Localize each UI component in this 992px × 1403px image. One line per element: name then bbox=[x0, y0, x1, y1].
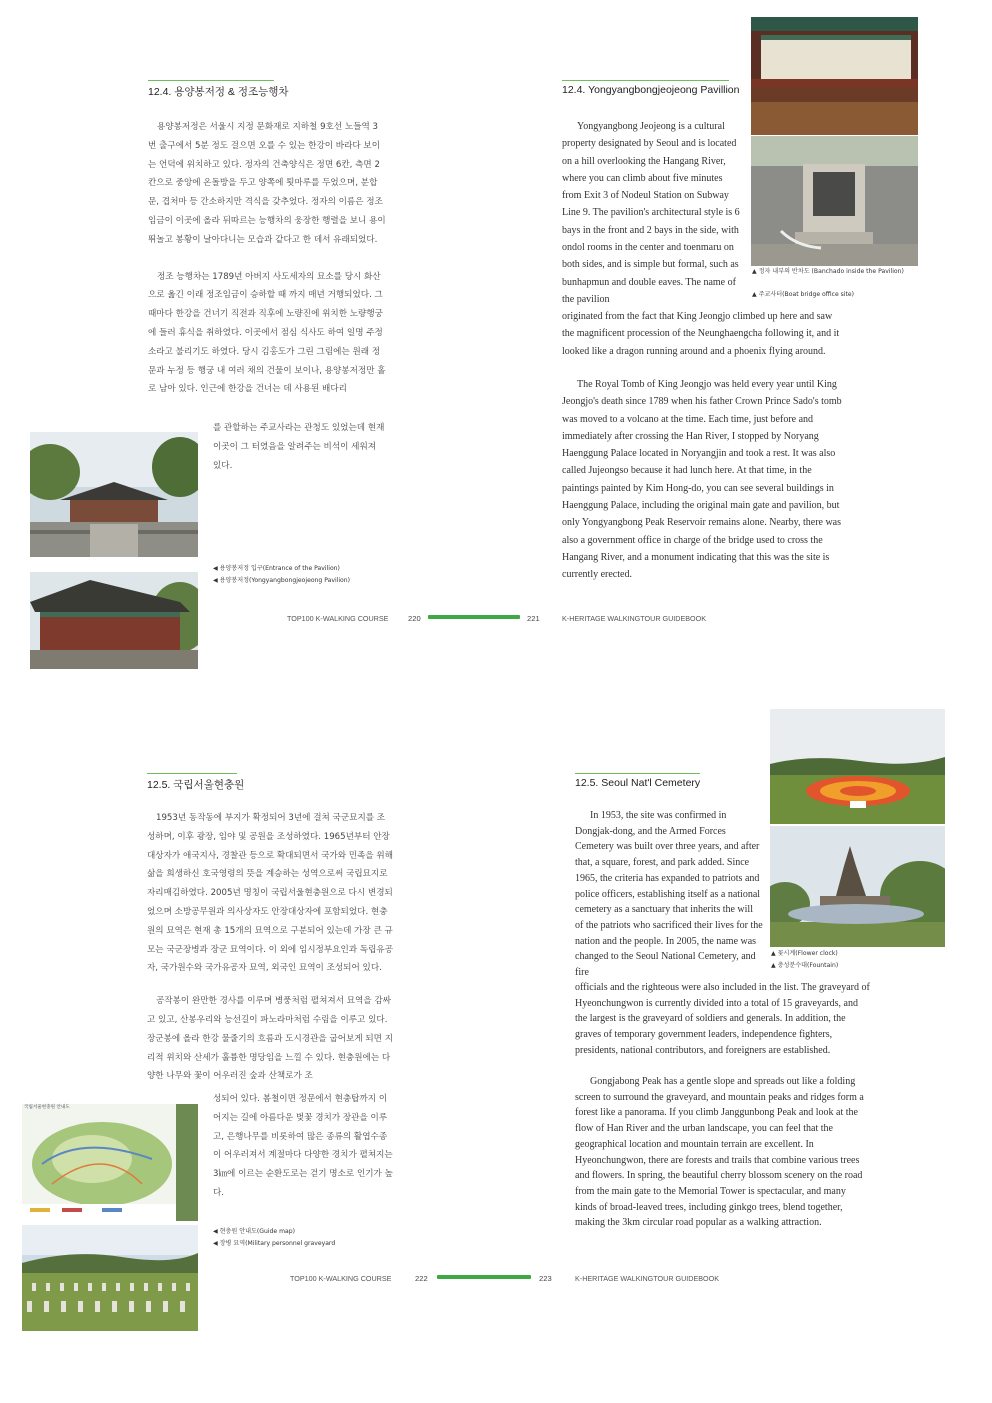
pavilion-entrance-photo bbox=[30, 432, 198, 557]
title-rule bbox=[147, 773, 237, 774]
body-ko-12-5 bbox=[147, 809, 393, 1086]
paragraph-continued: 성되어 있다. 봄철이면 정문에서 현충탑까지 이어지는 길에 아름다운 벚꽃 경치가 장관을 이루고, 은행나무를 비롯하여 많은 종류의 활엽수종이 어우러져서 계절마다 다양한 경치가 펼쳐지는 3㎞에 이르는 순환도로는 걷기 명소로 인기가 높다. bbox=[213, 1094, 393, 1198]
page-bar bbox=[428, 615, 520, 619]
paragraph: 용양봉저정은 서울시 지정 문화재로 지하철 9호선 노들역 3번 출구에서 5분 정도 걸으면 오를 수 있는 한강이 바라다 보이는 언덕에 위치하고 있다. 정자의 건축양식은 정면 6칸, 측면 2칸으로 중앙에 온돌방을 두고 양쪽에 툇마루를 두었으며, 분합문, 겹처마 등 간소하지만 격식을 갖추었다. 정자의 이름은 정조임금이 이곳에 올라 뒤따르는 능행차의 웅장한 행렬을 보니 용이 뛰놀고 봉황이 날아다니는 모습과 같다고 한 데서 유래되었다. bbox=[148, 122, 386, 245]
body-ko-12-4 bbox=[148, 118, 386, 399]
section-title-ko-12-5: 12.5. 국립서울현충원 bbox=[147, 779, 245, 791]
page-number: 221 bbox=[527, 614, 540, 623]
photo-caption: ◀ 용양봉저정(Yongyangbongjeojeong Pavilion) bbox=[213, 577, 350, 584]
paragraph: Gongjabong Peak has a gentle slope and spreads out like a folding screen to surround the graveyard, and mountain peaks and ridges form a forest like a panorama. If you climb Janggunbong Peak and look at the flow of Han River and the urban landscape, you can feel that the geographical location and mountain terrain are excellent. In Hyeonchungwon, there are forests and trails that combine various trees and flowers. In spring, the beautiful cherry blossom scenery on the road from the main gate to the Memorial Tower is spectacular, and many kinds of broad-leaved trees, including ginkgo trees, blend together, making the 3km circular road popular as a walking attraction. bbox=[575, 1076, 864, 1229]
footer-book-title: K-HERITAGE WALKINGTOUR GUIDEBOOK bbox=[575, 1274, 720, 1283]
paragraph: Yongyangbong Jeojeong is a cultural property designated by Seoul and is located on a hill overlooking the Hangang River, where you can climb about five minutes from Exit 3 of Nodeul Station on Subway Line 9. The pavilion's architectural style is 6 bays in the front and 2 bays in the side, with ondol rooms in the center and toenmaru on both sides, and is simple but formal, such as bunhapmun and double eaves. The name of the pavilion bbox=[562, 121, 740, 305]
page-number: 222 bbox=[415, 1274, 428, 1283]
section-title-ko-12-4: 12.4. 용양봉저정 & 정조능행차 bbox=[148, 86, 289, 98]
flower-clock-photo bbox=[770, 709, 945, 824]
paragraph: The Royal Tomb of King Jeongjo was held every year until King Jeongjo's death since 1789 when his father Crown Prince Sado's tomb was moved to a volcano at the time. Each time, just before and immediately after crossing the Han River, I stopped by Noryang Haenggung Palace located in Noryangjin and took a rest. It was also called Jujeongso because it had lunch here. At that time, in the paintings painted by Kim Hong-do, you can see several buildings in Haenggung Palace, including the original main gate and pavilion, but only Yongyangbong Peak Reservoir remains alone. Nearby, there was also a government office in charge of the bridge used to cross the Hangang River, and a monument indicating that this was the site is currently erected. bbox=[562, 379, 842, 581]
footer-series-title: TOP100 K-WALKING COURSE bbox=[290, 1274, 392, 1283]
title-rule bbox=[562, 80, 729, 81]
page-number: 223 bbox=[539, 1274, 552, 1283]
paragraph: In 1953, the site was confirmed in Dongjak-dong, and the Armed Forces Cemetery was built over three years, and after that, a square, forest, and park added. Since 1965, the criteria has expanded to patriots and police officers, establishing itself as a national cemetery as a sanctuary that inherits the will of the patriots who sacrificed their lives for the nation and the people. In 2005, the name was changed to the Seoul National Cemetery, and fire bbox=[575, 810, 763, 979]
map-caption: 국립서울현충원 안내도 bbox=[24, 1105, 70, 1110]
banchado-photo bbox=[751, 17, 918, 135]
military-graveyard-photo bbox=[22, 1225, 198, 1331]
footer-series-title: TOP100 K-WALKING COURSE bbox=[287, 614, 389, 623]
title-rule bbox=[148, 80, 274, 81]
title-rule bbox=[575, 773, 700, 774]
boat-bridge-site-photo bbox=[751, 136, 918, 266]
photo-caption: ▲ 꽃시계(Flower clock) bbox=[771, 950, 838, 957]
section-title-en-12-5: 12.5. Seoul Nat'l Cemetery bbox=[575, 777, 701, 789]
paragraph: 1953년 동작동에 부지가 확정되어 3년에 걸쳐 국군묘지를 조성하며, 이후 광장, 임야 및 공원을 조성하였다. 1965년부터 안장 대상자가 애국지사, 경찰관 등으로 확대되면서 국가와 민족을 위해 삶을 희생하신 호국영령의 뜻을 계승하는 성역으로써 국립묘지로 자리매김하였다. 2005년 명칭이 국립서울현충원으로 다시 변경되었으며 소방공무원과 의사상자도 안장대상자에 포함되었다. 현충원의 묘역은 현재 총 15개의 묘역으로 구분되어 있는데 가장 큰 규모는 국군장병과 장군 묘역이다. 이 외에 임시정부요인과 독립유공자, 국가원수와 국가유공자 묘역, 외국인 묘역이 조성되어 있다. bbox=[147, 813, 393, 974]
photo-caption: ▲ 정자 내부의 반차도 (Banchado inside the Pavilion) bbox=[752, 268, 904, 275]
pavilion-photo bbox=[30, 572, 198, 669]
paragraph-continued: 를 관할하는 주교사라는 관청도 있었는데 현재 이곳이 그 터였음을 알려주는 비석이 세워져 있다. bbox=[213, 423, 385, 471]
photo-caption: ◀ 장병 묘역(Military personnel graveyard bbox=[213, 1240, 336, 1247]
paragraph: 공작봉이 완만한 경사를 이루며 병풍처럼 펼쳐져서 묘역을 감싸고 있고, 산봉우리와 능선길이 파노라마처럼 수림을 이루고 있다. 장군봉에 올라 한강 물줄기의 흐름과 도시경관을 굽어보게 되면 지리적 위치와 산세가 훌륭한 명당임을 느낄 수 있다. 현충원에는 다양한 나무와 꽃이 어우러진 숲과 산책로가 조 bbox=[147, 996, 393, 1082]
page-number: 220 bbox=[408, 614, 421, 623]
footer-book-title: K-HERITAGE WALKINGTOUR GUIDEBOOK bbox=[562, 614, 707, 623]
paragraph: 정조 능행차는 1789년 아버지 사도세자의 묘소를 당시 화산으로 옮긴 이래 정조임금이 승하할 때 까지 매년 거행되었다. 그 때마다 한강을 건너기 직전과 직후에 노량진에 위치한 노량행궁에 들러 휴식을 취하였다. 이곳에서 점심 식사도 하여 일명 주정소라고 불리기도 하였다. 당시 김홍도가 그린 그림에는 원래 정문과 누정 등 행궁 내 여러 채의 건물이 보이나, 용양봉저정만 홀로 남아 있다. 인근에 한강을 건너는 데 사용된 배다리 bbox=[148, 271, 386, 395]
photo-caption: ◀ 현충원 안내도(Guide map) bbox=[213, 1228, 296, 1235]
guide-map-photo bbox=[22, 1104, 198, 1221]
paragraph-continued: officials and the righteous were also included in the list. The graveyard of Hyeonchungwon is currently divided into a total of 15 graveyards, and the largest is the graveyard of soldiers and generals. In addition, the graves of temporary government leaders, independence fighters, presidents, national contributors, and foreigners are established. bbox=[575, 982, 870, 1056]
page-bar bbox=[437, 1275, 531, 1279]
photo-caption: ▲ 충성분수대(Fountain) bbox=[771, 962, 839, 969]
fountain-photo bbox=[770, 826, 945, 947]
photo-caption: ▲ 주교사터(Boat bridge office site) bbox=[752, 291, 855, 298]
photo-caption: ◀ 용양봉저정 입구(Entrance of the Pavilion) bbox=[213, 565, 340, 572]
paragraph-continued: originated from the fact that King Jeongjo climbed up here and saw the magnificent procession of the Neunghaengcha following it, and it looked like a dragon running around and a phoenix flying around. bbox=[562, 311, 840, 357]
section-title-en-12-4: 12.4. Yongyangbongjeojeong Pavillion bbox=[562, 84, 740, 96]
